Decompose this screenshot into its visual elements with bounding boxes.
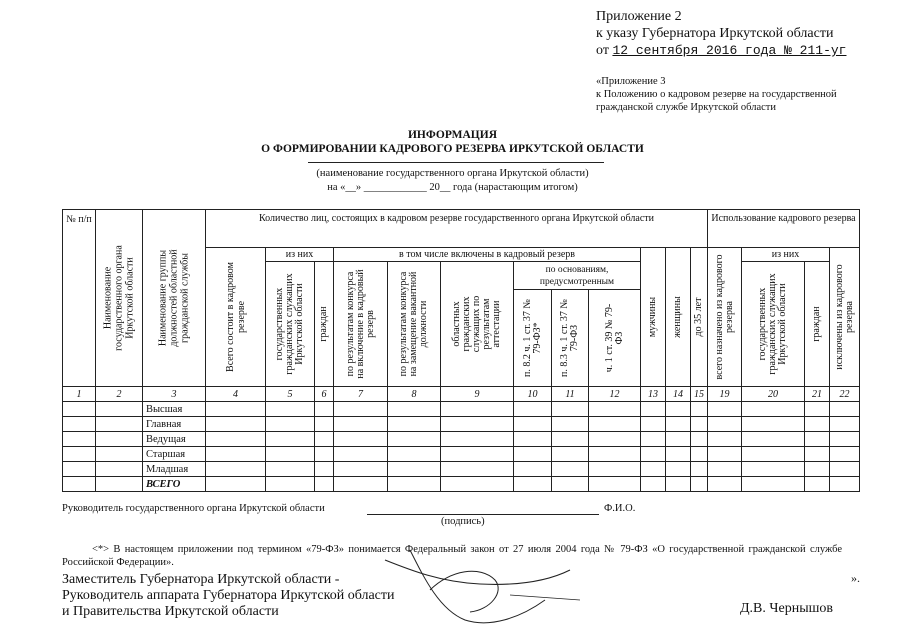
table-row (63, 447, 860, 462)
table-cell (315, 447, 334, 462)
column-number-14: 14 (666, 387, 691, 402)
table-cell (708, 447, 742, 462)
signatory-name: Д.В. Чернышов (740, 601, 833, 616)
table-cell (388, 462, 441, 477)
table-cell (441, 432, 514, 447)
table-cell (666, 417, 691, 432)
signature-fio: Ф.И.О. (604, 503, 636, 514)
header-attestation: областных гражданских служащих по результатам аттестации (441, 262, 514, 387)
table-cell (641, 432, 666, 447)
table-cell (96, 462, 143, 477)
table-row (63, 402, 860, 417)
table-cell (708, 432, 742, 447)
table-cell (552, 402, 589, 417)
header-ground-1: п. 8.2 ч. 1 ст. 37 № 79-ФЗ* (514, 290, 552, 387)
table-cell (691, 477, 708, 492)
header-contest-inclusion: по результатам конкурса на включение в кадровый резерв (334, 262, 388, 387)
column-number-4: 4 (206, 387, 266, 402)
group-label: Старшая (143, 447, 206, 462)
header-contest-vacancy: по результатам конкурса на замещение вакантной должности (388, 262, 441, 387)
signature-prefix: Руководитель государственного органа Иркутской области (62, 503, 325, 514)
table-cell (742, 432, 805, 447)
table-cell (266, 432, 315, 447)
table-cell (552, 432, 589, 447)
table-cell (266, 477, 315, 492)
table-cell (641, 462, 666, 477)
table-cell (708, 417, 742, 432)
header-civil: государственных гражданских служащих Иркутской области (266, 262, 315, 387)
table-cell (830, 462, 860, 477)
table-cell (666, 402, 691, 417)
table-cell (315, 402, 334, 417)
table-cell (589, 402, 641, 417)
column-number-row (63, 387, 860, 402)
table-cell (96, 447, 143, 462)
group-label: Высшая (143, 402, 206, 417)
column-number-6: 6 (315, 387, 334, 402)
table-cell (830, 417, 860, 432)
table-cell (589, 462, 641, 477)
signature-caption: (подпись) (441, 516, 485, 527)
table-cell (315, 477, 334, 492)
header-ground-3: ч. 1 ст. 39 № 79-ФЗ (589, 290, 641, 387)
appendix-inner-line3: гражданской службе Иркутской области (596, 102, 777, 113)
table-cell (742, 477, 805, 492)
header-usage: Использование кадрового резерва (708, 210, 860, 248)
table-cell (388, 417, 441, 432)
column-number-5: 5 (266, 387, 315, 402)
header-appointed: всего назначено из кадрового резерва (708, 248, 742, 387)
table-cell (805, 447, 830, 462)
table-row (63, 462, 860, 477)
table-cell (63, 462, 96, 477)
table-cell (742, 447, 805, 462)
page-title: ИНФОРМАЦИЯ (407, 129, 497, 141)
table-cell (589, 432, 641, 447)
table-cell (830, 447, 860, 462)
table-cell (266, 447, 315, 462)
table-cell (388, 402, 441, 417)
table-cell (206, 447, 266, 462)
footnote: <*> В настоящем приложении под термином «79-ФЗ» понимается Федеральный закон от 27 июля 2004 года № 79-ФЗ «О государственной гражданской службе Российской Федерации». (62, 544, 842, 568)
table-cell (315, 417, 334, 432)
header-of-them: из них (266, 248, 334, 262)
table-cell (691, 462, 708, 477)
table-cell (315, 462, 334, 477)
organ-caption: (наименование государственного органа Иркутской области) (316, 168, 589, 179)
header-including: в том числе включены в кадровый резерв (334, 248, 641, 262)
column-number-15: 15 (691, 387, 708, 402)
column-number-19: 19 (708, 387, 742, 402)
table-cell (96, 477, 143, 492)
header-group: Наименование группы должностей областной гражданской службы (143, 210, 206, 387)
table-cell (691, 417, 708, 432)
table-cell (266, 462, 315, 477)
table-cell (708, 462, 742, 477)
table-cell (96, 417, 143, 432)
table-cell (691, 402, 708, 417)
table-cell (589, 447, 641, 462)
group-rows (63, 402, 860, 492)
table-cell (641, 402, 666, 417)
table-cell (666, 432, 691, 447)
table-cell (388, 447, 441, 462)
page-subtitle: О ФОРМИРОВАНИИ КАДРОВОГО РЕЗЕРВА ИРКУТСКОЙ ОБЛАСТИ (261, 143, 644, 155)
column-number-2: 2 (96, 387, 143, 402)
signature-underline (367, 514, 599, 515)
table-cell (589, 417, 641, 432)
appendix-line1: Приложение 2 (596, 9, 682, 24)
appendix-block (596, 8, 846, 59)
table-cell (641, 417, 666, 432)
group-label: Младшая (143, 462, 206, 477)
table-cell (334, 402, 388, 417)
table-cell (742, 417, 805, 432)
signatory-line2: Руководитель аппарата Губернатора Иркутской области (62, 588, 395, 603)
header-women: женщины (666, 248, 691, 387)
table-cell (334, 477, 388, 492)
table-cell (514, 447, 552, 462)
table-cell (742, 462, 805, 477)
appendix-inner-block (596, 75, 896, 114)
appendix-date: 12 сентября 2016 года № 211-уг (612, 43, 847, 58)
table-cell (742, 402, 805, 417)
table-cell (691, 447, 708, 462)
table-cell (266, 402, 315, 417)
table-cell (206, 477, 266, 492)
table-cell (388, 432, 441, 447)
column-number-12: 12 (589, 387, 641, 402)
header-quantity: Количество лиц, состоящих в кадровом резерве государственного органа Иркутской области (206, 210, 708, 248)
table-cell (805, 462, 830, 477)
table-cell (63, 477, 96, 492)
table-cell (708, 477, 742, 492)
column-number-9: 9 (441, 387, 514, 402)
column-number-7: 7 (334, 387, 388, 402)
column-number-11: 11 (552, 387, 589, 402)
table-cell (334, 447, 388, 462)
appendix-line3 (596, 42, 846, 59)
table-cell (552, 447, 589, 462)
closing-quote: ». (851, 571, 860, 585)
table-cell (552, 417, 589, 432)
table-cell (96, 432, 143, 447)
table-cell (805, 417, 830, 432)
table-cell (514, 477, 552, 492)
appendix-inner-line1: «Приложение 3 (596, 76, 666, 87)
header-u-civil: государственных гражданских служащих Иркутской области (742, 262, 805, 387)
table-cell (441, 447, 514, 462)
table-cell (514, 417, 552, 432)
header-excluded: исключены из кадрового резерва (830, 248, 860, 387)
table-cell (589, 477, 641, 492)
table-cell (63, 402, 96, 417)
table-cell (708, 402, 742, 417)
table-cell (206, 462, 266, 477)
table-cell (514, 432, 552, 447)
table-cell (641, 477, 666, 492)
table-cell (514, 462, 552, 477)
table-cell (315, 432, 334, 447)
column-number-13: 13 (641, 387, 666, 402)
table-row (63, 477, 860, 492)
table-cell (552, 477, 589, 492)
table-cell (691, 432, 708, 447)
header-total: Всего состоит в кадровом резерве (206, 248, 266, 387)
header-grounds: по основаниям, предусмотренным (514, 262, 641, 290)
table-cell (641, 447, 666, 462)
table-cell (830, 432, 860, 447)
group-label: Главная (143, 417, 206, 432)
table-cell (96, 402, 143, 417)
table-cell (441, 462, 514, 477)
organ-name-line (308, 162, 604, 163)
signatory-line3: и Правительства Иркутской области (62, 604, 279, 619)
table-cell (441, 477, 514, 492)
table-cell (266, 417, 315, 432)
table-cell (63, 432, 96, 447)
table-cell (388, 477, 441, 492)
table-cell (63, 447, 96, 462)
table-cell (334, 462, 388, 477)
table-cell (441, 417, 514, 432)
group-label: Ведущая (143, 432, 206, 447)
table-cell (805, 477, 830, 492)
table-cell (805, 432, 830, 447)
signature-row (62, 503, 325, 514)
table-cell (206, 417, 266, 432)
table-row (63, 417, 860, 432)
appendix-inner-line2: к Положению о кадровом резерве на государственной (596, 89, 837, 100)
table-cell (552, 462, 589, 477)
signatory-line1: Заместитель Губернатора Иркутской области - (62, 572, 340, 587)
table-cell (666, 462, 691, 477)
total-label: ВСЕГО (143, 477, 206, 492)
appendix-line2: к указу Губернатора Иркутской области (596, 26, 834, 41)
header-organ: Наименование государственного органа Иркутской области (96, 210, 143, 387)
column-number-21: 21 (805, 387, 830, 402)
column-number-22: 22 (830, 387, 860, 402)
table-cell (805, 402, 830, 417)
table-row (63, 432, 860, 447)
header-num: № п/п (63, 210, 96, 387)
table-cell (334, 417, 388, 432)
header-usage-of-them: из них (742, 248, 830, 262)
table-cell (830, 477, 860, 492)
table-cell (206, 432, 266, 447)
date-line: на «__» ____________ 20__ года (нарастающим итогом) (327, 182, 578, 193)
header-men: мужчины (641, 248, 666, 387)
table-cell (514, 402, 552, 417)
table-cell (666, 477, 691, 492)
column-number-1: 1 (63, 387, 96, 402)
table-cell (666, 447, 691, 462)
header-under35: до 35 лет (691, 248, 708, 387)
table-cell (830, 402, 860, 417)
table-cell (63, 417, 96, 432)
table-cell (334, 432, 388, 447)
header-u-citizens: граждан (805, 262, 830, 387)
header-ground-2: п. 8.3 ч. 1 ст. 37 № 79-ФЗ (552, 290, 589, 387)
reserve-table (62, 209, 860, 492)
header-citizens: граждан (315, 262, 334, 387)
column-number-3: 3 (143, 387, 206, 402)
table-cell (206, 402, 266, 417)
column-number-20: 20 (742, 387, 805, 402)
column-number-8: 8 (388, 387, 441, 402)
appendix-date-prefix: от (596, 43, 613, 58)
column-number-10: 10 (514, 387, 552, 402)
table-cell (441, 402, 514, 417)
